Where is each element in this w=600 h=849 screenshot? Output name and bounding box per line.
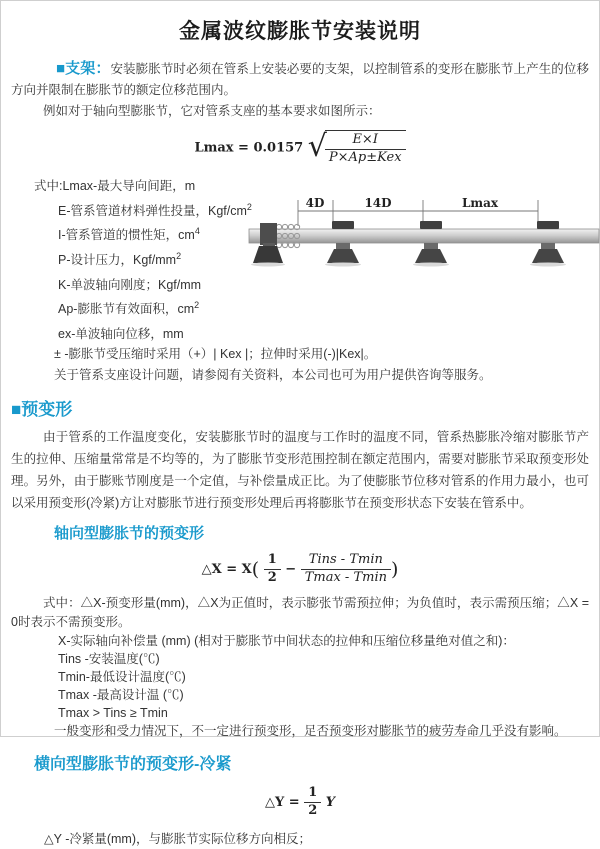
- definition-line: [58, 320, 589, 345]
- half-fraction: [304, 786, 321, 819]
- support-note-line: 关于管系支座设计问题，请参阅有关资料，本公司也可为用户提供咨询等服务。: [54, 367, 492, 382]
- lateral-formula-rhs: Y: [325, 795, 336, 811]
- lateral-formula-lhs: △Y =: [264, 795, 300, 811]
- axial-def-line: Tmax > Tins ≥ Tmin: [58, 706, 168, 721]
- definition-text: ex-单波轴向位移，mm: [58, 326, 184, 341]
- lateral-preform-formula: [1, 786, 599, 819]
- definition-text: ± -膨胀节受压缩时采用（+）| Kex |；拉伸时采用(-)|Kex|。: [54, 347, 377, 362]
- preform-section-header: [11, 395, 599, 420]
- page-title: 金属波纹膨胀节安装说明: [179, 20, 421, 43]
- half-fraction: [264, 553, 281, 586]
- open-paren: (: [251, 558, 260, 581]
- definition-sup: 2: [176, 250, 182, 261]
- axial-note-line: 一般变形和受力情况下，不一定进行预变形，足否预变形对膨胀节的疲劳寿命几乎没有影响。: [54, 724, 567, 739]
- temp-denominator: Tmax - Tmin: [304, 570, 387, 586]
- definition-line: [54, 344, 589, 365]
- definition-sup: 4: [194, 226, 200, 237]
- dim-label-14d: 14D: [364, 196, 392, 210]
- axial-def-line: Tmin-最低设计温度(℃): [58, 670, 186, 685]
- section-bullet-icon: ■: [56, 60, 66, 77]
- support-intro-text: 安装膨胀节时必须在管系上安装必要的支架，以控制管系的变形在膨胀节上产生的位移方向并限制在膨胀节的额定位移范围内。: [11, 62, 589, 97]
- dim-label-4d: 4D: [305, 196, 325, 210]
- minus-sign: −: [285, 562, 297, 578]
- lmax-formula-lhs: Lmax = 0.0157: [194, 140, 304, 156]
- support-section-label-text: 支架：: [65, 60, 111, 77]
- half-numerator: 1: [264, 553, 281, 570]
- definition-sup: 2: [246, 201, 252, 212]
- half-denominator: 2: [267, 570, 277, 586]
- axial-preform-formula: [1, 553, 599, 586]
- axial-def-line: Tmax -最高设计温 (℃): [58, 688, 184, 703]
- lmax-formula: [1, 130, 599, 166]
- dim-label-lmax: Lmax: [461, 196, 499, 210]
- support-example-line: 例如对于轴向型膨胀节，它对管系支座的基本要求如图所示：: [43, 104, 381, 118]
- definition-text: K-单波轴向刚度；Kgf/mm: [58, 277, 202, 292]
- sqrt-radical: [308, 130, 406, 166]
- lateral-note-line: △Y -冷紧量(mm)，与膨胀节实际位移方向相反；: [44, 832, 312, 847]
- support-spacing-diagram: [246, 193, 599, 293]
- preform-header-text: 预变形: [21, 400, 73, 420]
- guide-support: [413, 221, 449, 267]
- definition-text: P-设计压力，Kgf/mm: [58, 253, 177, 267]
- preform-paragraph: 由于管系的工作温度变化，安装膨胀节时的温度与工作时的温度不同，管系热膨胀冷缩对膨胀节产生的拉伸、压缩量常常是不均等的，为了膨胀节变形范围控制在额定范围内，需要对膨胀节采取预变形处理。另外，由于膨账节刚度是一个定值，与补偿量成正比。为了使膨胀节位移对管系的作用力最小，也可以采用预变形(冷紧)方让对膨胀节进行预变形处理后再将膨胀节在预变形状态下安装在管系中。: [11, 430, 589, 511]
- radical-sign: √: [307, 128, 327, 164]
- axial-preform-heading: 轴向型膨胀节的预变形: [54, 525, 205, 543]
- support-paragraph: [11, 58, 589, 101]
- half-denominator: 2: [308, 803, 318, 819]
- axial-def-line: Tins -安装温度(℃): [58, 652, 160, 667]
- axial-def-line: X-实际轴向补偿量 (mm) (相对于膨胀节中间状态的拉伸和压缩位移量绝对值之和)：: [58, 634, 515, 649]
- lateral-preform-heading: 横向型膨胀节的预变形-冷紧: [34, 756, 232, 774]
- temp-numerator: Tins - Tmin: [301, 553, 391, 570]
- definition-line: [58, 295, 589, 320]
- definition-text: Ap-膨胀节有效面积，cm: [58, 302, 195, 317]
- pipe: [249, 229, 599, 243]
- close-paren: ): [390, 558, 399, 581]
- definition-text: I-管系管道的惯性矩，cm: [58, 228, 195, 243]
- axial-formula-lhs: △X = X: [201, 562, 252, 578]
- lmax-formula-numerator: E×I: [325, 133, 406, 150]
- axial-formula-explain: 式中：△X-预变形量(mm)，△X为正值时，表示膨张节需预拉伸；为负值时，表示需预压缩；△X = 0时表示不需预变形。: [11, 596, 589, 630]
- section-bullet-icon: ■: [11, 400, 22, 420]
- temp-fraction: [301, 553, 391, 586]
- half-numerator: 1: [304, 786, 321, 803]
- support-section-label: [56, 60, 110, 77]
- lmax-formula-denominator: P×Ap±Kex: [328, 149, 402, 165]
- guide-support: [530, 221, 566, 267]
- definition-text: 式中:Lmax-最大导向间距，m: [34, 179, 196, 194]
- definition-sup: 2: [194, 300, 200, 311]
- guide-support: [325, 221, 361, 267]
- definition-text: E-管系管道材料弹性投量，Kgf/cm: [58, 203, 247, 218]
